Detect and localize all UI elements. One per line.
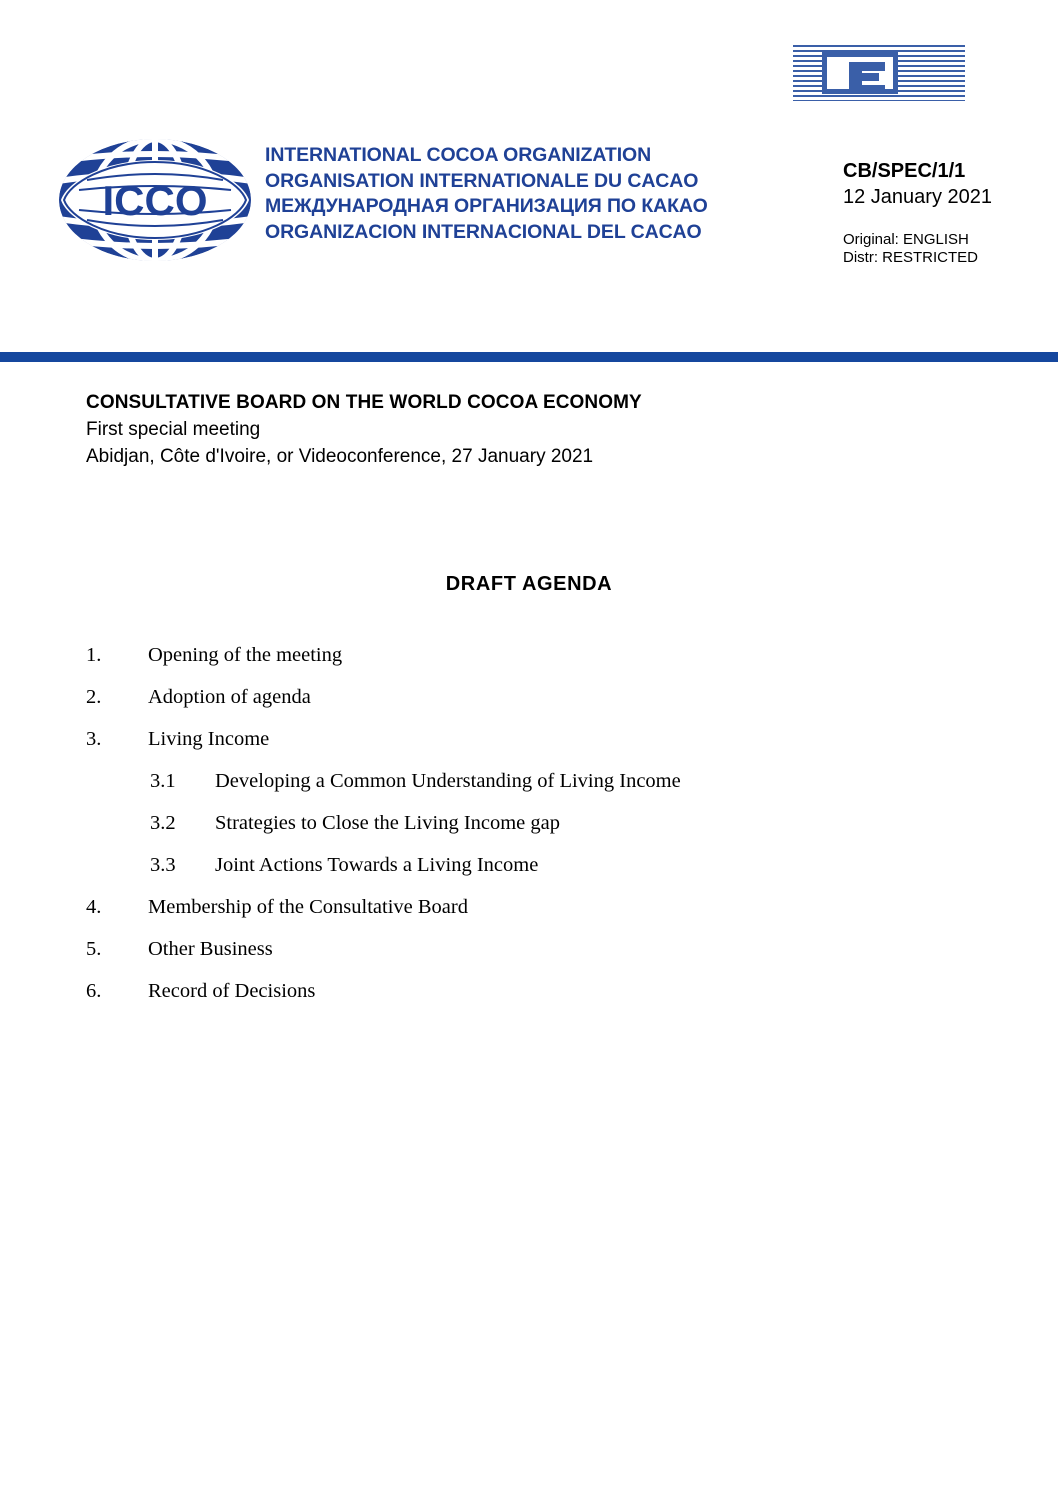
agenda-item — [86, 854, 926, 896]
striped-e-monogram-icon — [793, 45, 965, 101]
agenda-item — [86, 980, 926, 1022]
document-date: 12 January 2021 — [843, 186, 993, 208]
monogram-glyph-box — [822, 52, 898, 94]
agenda-item-label: Other Business — [148, 938, 273, 960]
agenda-item — [86, 812, 926, 854]
agenda-item-label: Membership of the Consultative Board — [148, 896, 468, 918]
agenda-item-number: 3.1 — [150, 770, 176, 792]
agenda-item — [86, 644, 926, 686]
agenda-item-label: Strategies to Close the Living Income gap — [215, 812, 561, 834]
org-name-es: ORGANIZACION INTERNACIONAL DEL CACAO — [265, 220, 702, 243]
meeting-body-name: CONSULTATIVE BOARD ON THE WORLD COCOA ECONOMY — [86, 392, 642, 413]
org-name-en: INTERNATIONAL COCOA ORGANIZATION — [265, 144, 652, 166]
original-language: Original: ENGLISH — [843, 231, 969, 248]
organisation-names — [265, 143, 735, 245]
agenda-item-label: Opening of the meeting — [148, 644, 343, 666]
monogram-bottom-bar — [849, 85, 885, 94]
meeting-heading-block — [86, 390, 826, 470]
meeting-venue-date: Abidjan, Côte d'Ivoire, or Videoconference, 27 January 2021 — [86, 446, 594, 467]
agenda-item-number: 3.3 — [150, 854, 176, 876]
agenda-item-number: 2. — [86, 686, 102, 708]
org-name-fr: ORGANISATION INTERNATIONALE DU CACAO — [265, 169, 699, 192]
icco-globe-logo-icon — [57, 138, 253, 262]
icco-logo-text: ICCO — [102, 177, 208, 224]
agenda-item-label: Joint Actions Towards a Living Income — [215, 854, 539, 876]
agenda-item — [86, 896, 926, 938]
distribution-status: Distr: RESTRICTED — [843, 249, 978, 266]
agenda-item — [86, 728, 926, 770]
document-reference-block — [843, 158, 1043, 267]
agenda-item-number: 6. — [86, 980, 102, 1002]
monogram-middle-bar — [849, 73, 879, 81]
agenda-item-label: Adoption of agenda — [148, 686, 311, 708]
agenda-item — [86, 938, 926, 980]
agenda-item-label: Record of Decisions — [148, 980, 316, 1002]
agenda-item — [86, 686, 926, 728]
header-divider — [0, 352, 1058, 362]
agenda-item-label: Developing a Common Understanding of Living Income — [215, 770, 681, 792]
document-code: CB/SPEC/1/1 — [843, 160, 966, 182]
agenda-item — [86, 770, 926, 812]
org-name-ru: МЕЖДУНАРОДНАЯ ОРГАНИЗАЦИЯ ПО КАКАО — [265, 195, 708, 217]
agenda-item-number: 4. — [86, 896, 102, 918]
agenda-heading: DRAFT AGENDA — [445, 573, 613, 595]
monogram-notch — [827, 73, 847, 81]
document-meta — [843, 231, 1043, 267]
agenda-item-number: 3.2 — [150, 812, 176, 834]
meeting-session: First special meeting — [86, 419, 261, 440]
agenda-item-number: 3. — [86, 728, 102, 750]
agenda-item-number: 5. — [86, 938, 102, 960]
agenda-item-number: 1. — [86, 644, 102, 666]
agenda-item-label: Living Income — [148, 728, 270, 750]
agenda-list — [86, 644, 926, 1022]
